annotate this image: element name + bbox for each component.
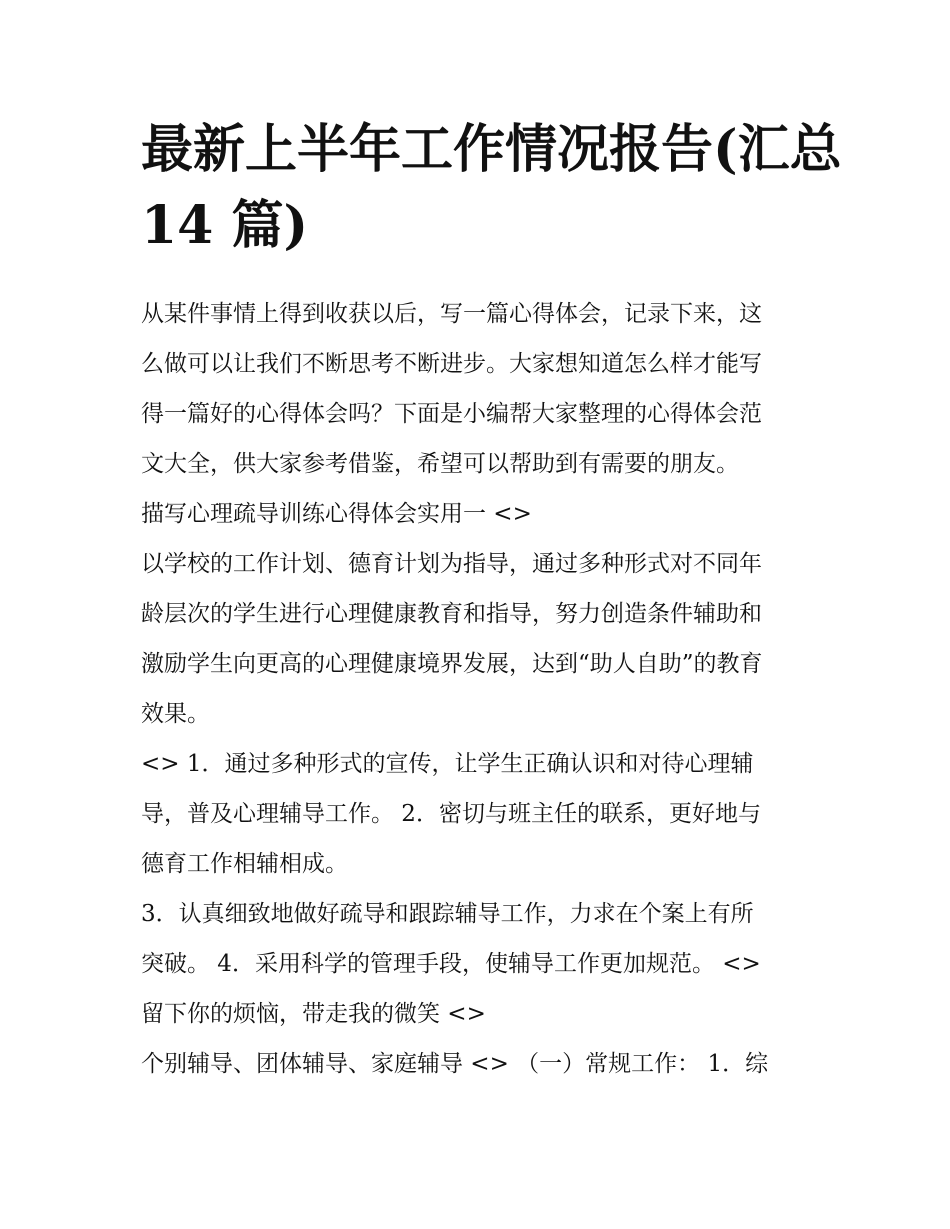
document-page [141, 112, 842, 1089]
guidance-paragraph [141, 539, 811, 739]
goals-paragraph-2 [141, 889, 811, 1039]
text-line: 留下你的烦恼，带走我的微笑 <> [141, 1001, 486, 1027]
text-line: 3．认真细致地做好疏导和跟踪辅导工作，力求在个案上有所 [141, 901, 754, 927]
text-line: 导，普及心理辅导工作。 2．密切与班主任的联系，更好地与 [141, 801, 761, 827]
section-heading [141, 489, 811, 539]
text-line: 德育工作相辅相成。 [141, 851, 348, 877]
title-line-2: 14 篇) [141, 195, 309, 256]
text-line: 龄层次的学生进行心理健康教育和指导，努力创造条件辅助和 [141, 601, 762, 627]
document-body [141, 289, 811, 1089]
text-line: 激励学生向更高的心理健康境界发展，达到“助人自助”的教育 [141, 651, 763, 677]
text-line: 突破。 4．采用科学的管理手段，使辅导工作更加规范。 <> [141, 951, 761, 977]
document-title [141, 112, 842, 264]
text-line: 描写心理疏导训练心得体会实用一 <> [141, 501, 532, 527]
text-line: 以学校的工作计划、德育计划为指导，通过多种形式对不同年 [141, 551, 762, 577]
text-line: <> 1．通过多种形式的宣传，让学生正确认识和对待心理辅 [141, 751, 754, 777]
intro-paragraph [141, 289, 811, 489]
text-line: 得一篇好的心得体会吗？下面是小编帮大家整理的心得体会范 [141, 401, 762, 427]
work-paragraph [141, 1039, 811, 1089]
text-line: 从某件事情上得到收获以后，写一篇心得体会，记录下来，这 [141, 301, 762, 327]
text-line: 么做可以让我们不断思考不断进步。大家想知道怎么样才能写 [141, 351, 762, 377]
text-line: 个别辅导、团体辅导、家庭辅导 <> （一）常规工作： 1．综 [141, 1051, 769, 1077]
goals-paragraph-1 [141, 739, 811, 889]
title-line-1: 最新上半年工作情况报告(汇总 [141, 119, 842, 180]
text-line: 文大全，供大家参考借鉴，希望可以帮助到有需要的朋友。 [141, 451, 739, 477]
text-line: 效果。 [141, 701, 210, 727]
